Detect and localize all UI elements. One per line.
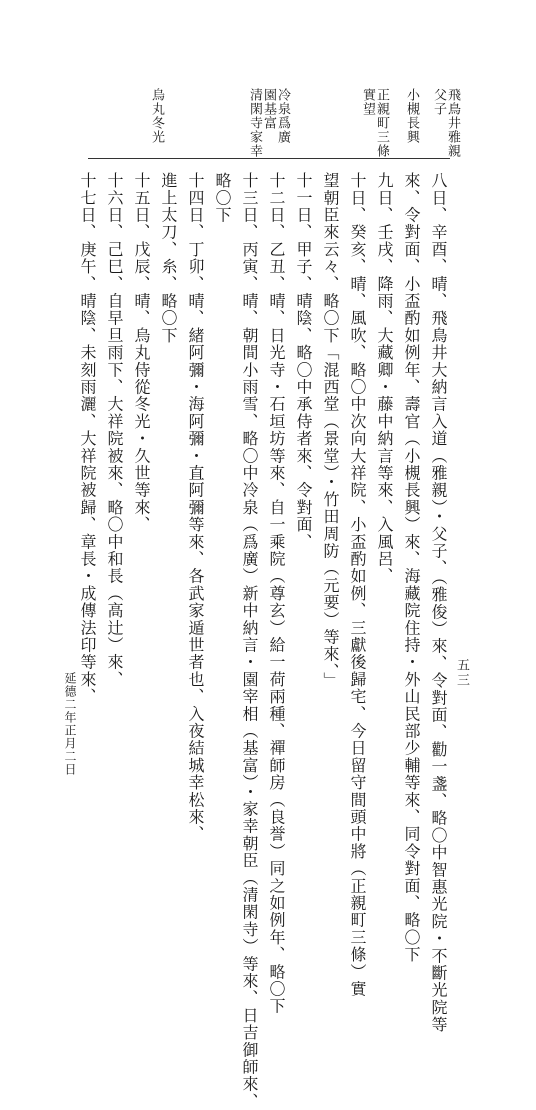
text-line: 進上太刀、糸、略〇下	[159, 172, 178, 344]
text-line: 十七日、庚午、晴陰、未刻雨灑、大祥院被歸、章長・成傳法印等來、	[78, 172, 97, 706]
text-line: 十六日、己巳、自早旦雨下、大祥院被來、略〇中和長（高辻）來、	[105, 172, 124, 688]
header-note: 園基富	[261, 88, 276, 130]
text-line: 略〇下	[213, 172, 232, 224]
header-note: 烏丸冬光	[149, 88, 164, 144]
text-line: 來、令對面、小盃酌如例年、壽官（小槻長興）來、海藏院住持・外山民部少輔等來、同令對面、略〇下	[402, 172, 421, 964]
page-number: 五三	[454, 658, 469, 688]
text-line: 十三日、丙寅、晴、朝間小雨雪、略〇中冷泉（爲廣）新中納言・園宰相（基富）・家幸朝臣（清閑寺）等來、日吉御師來、	[240, 172, 259, 1110]
header-note: 正親町三條	[374, 88, 389, 158]
text-line: 望朝臣來云々、略〇下「混西堂（景堂）・竹田周防（元要）等來、」	[321, 172, 340, 690]
text-line: 八日、辛酉、晴、飛鳥井大納言入道（雅親）・父子、（雅俊）來、令對面、勸一盞、略〇中智惠光院・不斷光院等	[429, 172, 448, 1034]
text-line: 十四日、丁卯、晴、緒阿彌・海阿彌・直阿彌等來、各武家遁世者也、入夜結城幸松來、	[186, 172, 205, 843]
header-note: 小槻長興	[404, 88, 419, 144]
text-line: 九日、壬戌、降雨、大藏卿・藤中納言等來、入風呂、	[375, 172, 394, 585]
text-line: 十二日、乙丑、晴、日光寺・石垣坊等來、自一乘院（尊玄）給一荷兩種、禪師房（良誉）同之如例年、略〇下	[267, 172, 286, 1015]
text-line: 十一日、甲子、晴陰、略〇中承侍者來、令對面、	[294, 172, 313, 551]
header-note: 飛鳥井雅親	[445, 88, 460, 158]
text-line: 十日、癸亥、晴、風吹、略〇中次向大祥院、小盃酌如例、三獻後歸宅、今日留守間頭中將（正親町三條）實	[348, 172, 367, 998]
text-line: 十五日、戊辰、晴、烏丸侍從冬光・久世等來、	[132, 172, 151, 534]
header-divider-line	[88, 158, 450, 159]
header-note: 實望	[360, 88, 375, 116]
running-head: 延德二年正月二日	[63, 672, 77, 776]
header-note: 冷泉爲廣	[275, 88, 290, 144]
header-note: 清閑寺家幸	[247, 88, 262, 158]
header-note: 父子	[431, 88, 446, 116]
